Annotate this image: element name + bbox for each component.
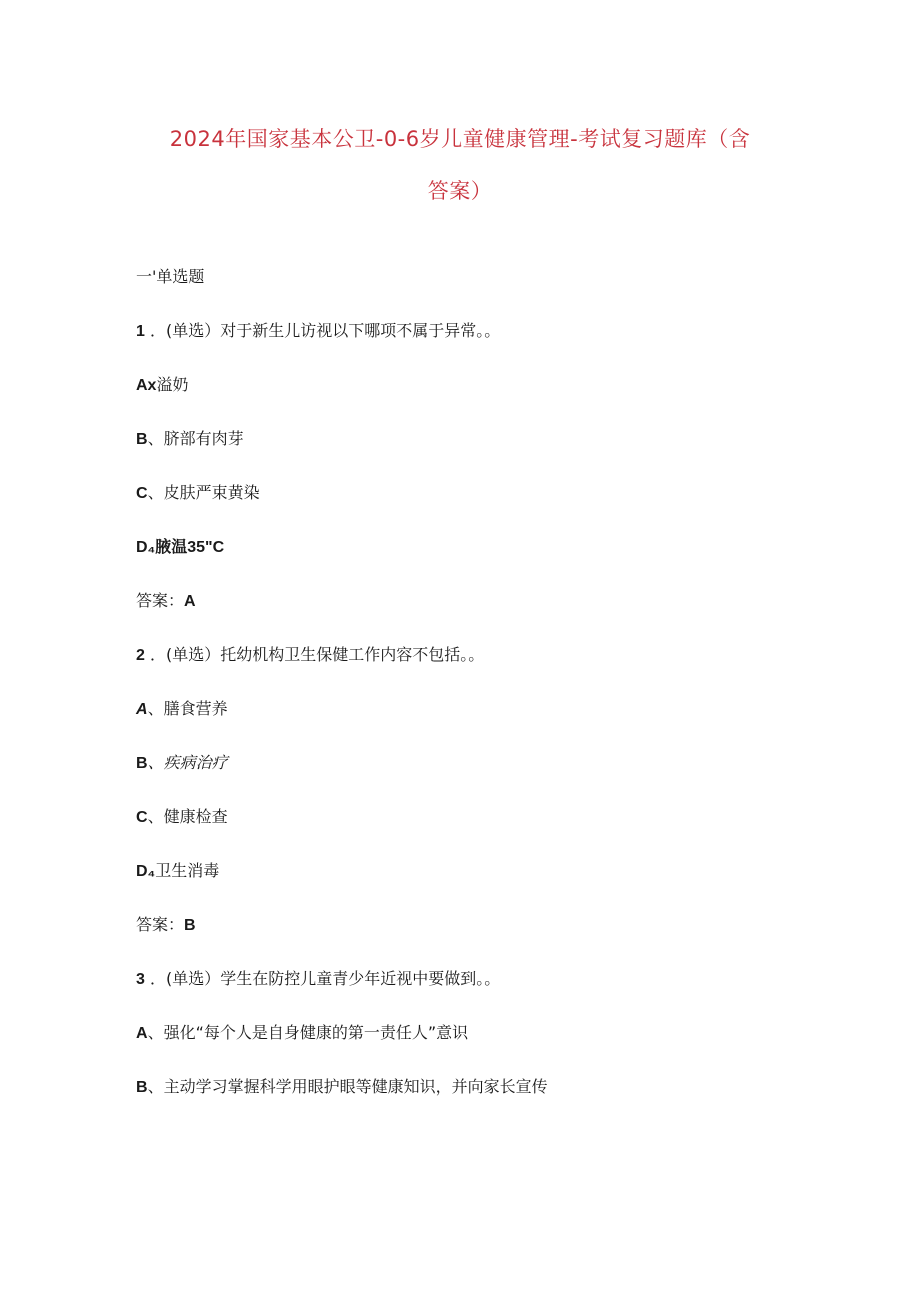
question-3-stem [136, 969, 500, 990]
option-text: 、疾病治疗 [147, 753, 228, 772]
question-1-stem [136, 321, 500, 342]
option-label: A [136, 701, 148, 718]
document-title-line1: 2024年国家基本公卫-0-6岁儿童健康管理-考试复习题库（含 [169, 127, 751, 151]
answer-value: A [184, 593, 196, 610]
answer-label: 答案： [136, 915, 185, 934]
option-text: 、健康检查 [147, 807, 228, 826]
option-text: 、皮肤严束黄染 [147, 483, 260, 502]
answer-label: 答案： [136, 591, 185, 610]
option-label: D₄ [136, 539, 156, 556]
option-label: B [136, 431, 148, 448]
option-text: 、脐部有肉芽 [147, 429, 244, 448]
question-2-stem [136, 645, 484, 666]
option-label: C [136, 809, 148, 826]
question-3-option-a [136, 1023, 468, 1044]
option-label: A [136, 1025, 148, 1042]
question-number: 3 [136, 971, 145, 988]
option-label: C [136, 485, 148, 502]
question-1-option-b [136, 429, 244, 450]
question-number: 2 [136, 647, 145, 664]
question-2-option-d [136, 861, 219, 882]
question-2-option-a [136, 699, 228, 720]
question-1-option-a [136, 375, 188, 396]
section-heading: 一'单选题 [136, 267, 205, 286]
question-2-option-c [136, 807, 228, 828]
option-label: Ax [136, 377, 157, 394]
option-text: 腋温35"C [155, 539, 225, 556]
answer-value: B [184, 917, 196, 934]
question-1-answer [136, 591, 196, 612]
question-2-option-b [136, 753, 228, 774]
question-3-option-b [136, 1077, 548, 1098]
question-number: 1 [136, 323, 145, 340]
option-label: B [136, 1079, 148, 1096]
question-1-option-c [136, 483, 260, 504]
document-title-line2: 答案） [427, 179, 493, 203]
option-text: 、膳食营养 [147, 699, 228, 718]
option-label: B [136, 755, 148, 772]
option-text: 、主动学习掌握科学用眼护眼等健康知识，并向家长宣传 [147, 1077, 548, 1096]
option-label: D₄ [136, 863, 156, 880]
option-text: 卫生消毒 [155, 861, 220, 880]
option-text: 、强化“每个人是自身健康的第一责任人”意识 [147, 1023, 469, 1042]
question-text: ．(单选）对于新生儿访视以下哪项不属于异常。。 [150, 321, 501, 340]
question-text: ．(单选）托幼机构卫生保健工作内容不包括。。 [150, 645, 485, 664]
option-text: 溢奶 [156, 375, 189, 394]
question-1-option-d [136, 537, 224, 558]
question-2-answer [136, 915, 196, 936]
question-text: ．(单选）学生在防控儿童青少年近视中要做到。。 [150, 969, 501, 988]
